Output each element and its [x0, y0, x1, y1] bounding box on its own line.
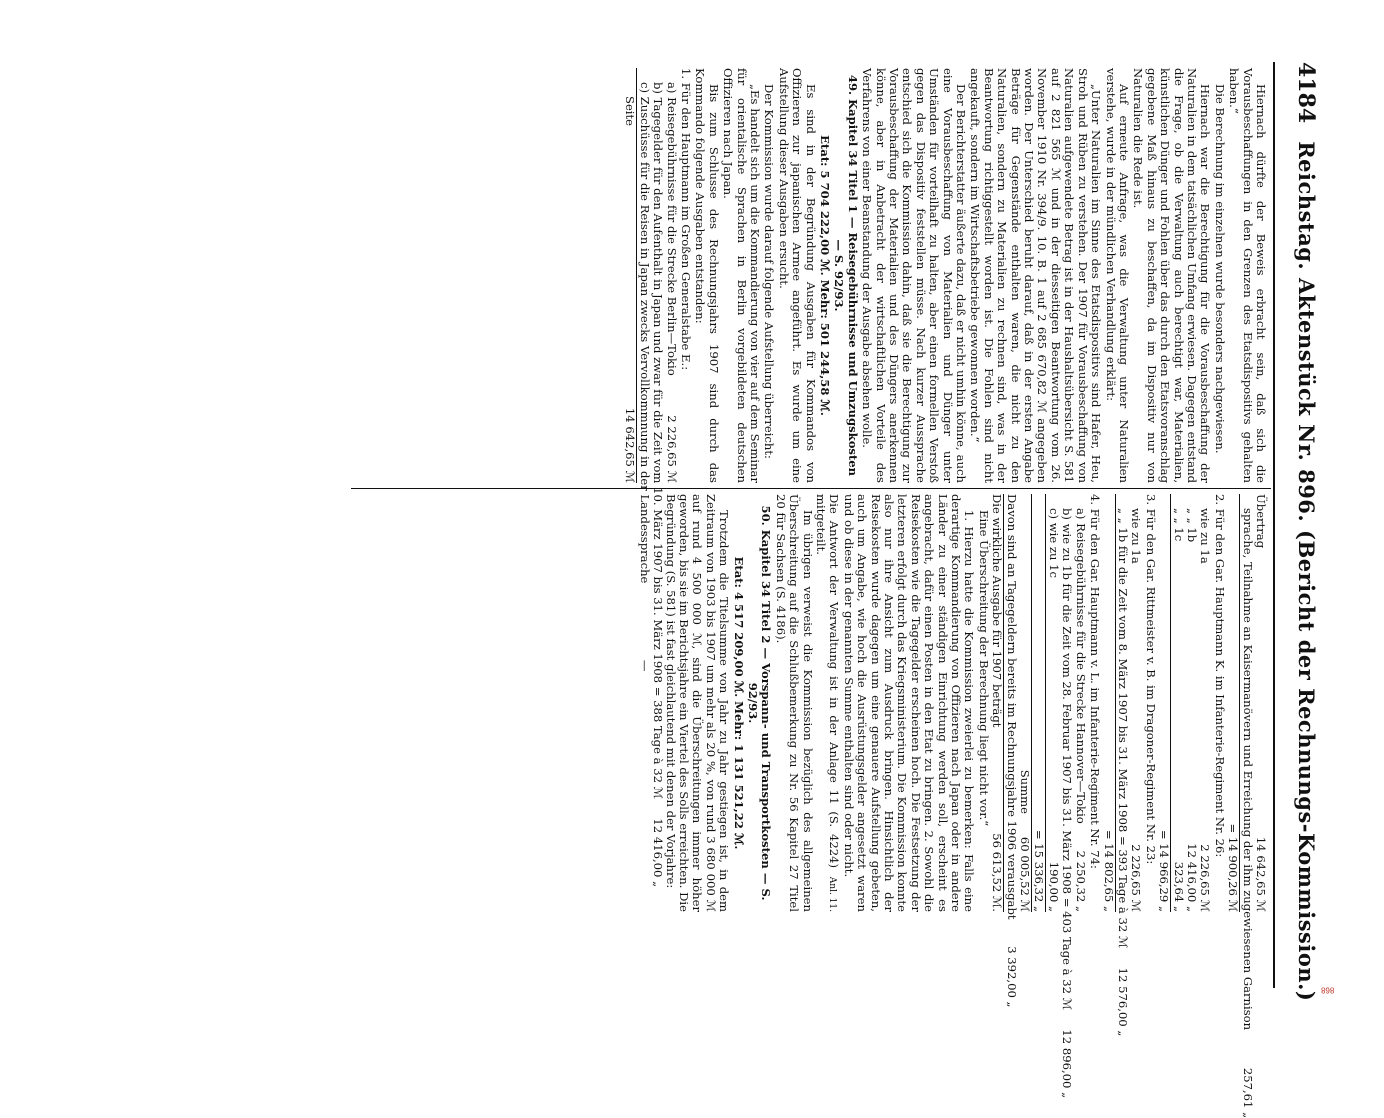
header-rule — [1273, 62, 1275, 988]
paragraph: Auf erneute Anfrage, was die Verwaltung unter Naturalien verstehe, wurde in der mündlichen Verhandlung erklärt: — [1103, 68, 1131, 483]
item-label: a) Reisegebührnisse für die Strecke Hannover—Tokio — [1073, 508, 1088, 824]
item-amount: 2 226,65 ℳ — [1198, 844, 1213, 912]
column-divider — [351, 488, 1271, 489]
section-50-title: 50. Kapitel 34 Titel 2 — Vorspann- und Transportkosten — S. 92/93. — [745, 505, 774, 901]
item-label: sprache, Teilnahme an Kaisermanövern und Erreichung der ihm zugewiesenen Garnison — [1240, 508, 1255, 1031]
item-2-title: 2. Für den Gar. Hauptmann K. im Infanterie-Regiment Nr. 26: — [1212, 494, 1227, 858]
item-1a — [664, 68, 677, 483]
item-3a — [1129, 494, 1142, 912]
section-50-etat: Etat: 4 517 209,00 ℳ. Mehr: 1 131 521,22 ℳ. — [731, 556, 746, 850]
item-amount: 257,61 „ — [1240, 1067, 1255, 1118]
scan-tag: 868 — [1321, 985, 1335, 994]
item-4c — [1047, 494, 1060, 912]
item-4a — [1073, 494, 1086, 912]
paragraph: Die Antwort der Verwaltung ist in der Anlage 11 (S. 4224) mitgeteilt. — [814, 494, 842, 868]
item-label: „ „ 1b für die Zeit vom 8. März 1907 bis 31. März 1908 = 393 Tage à 32 ℳ — [1115, 508, 1130, 949]
paragraph: 1. Hierzu hatte die Kommission zweierlei zu bemerken: Falls eine derartige Kommandierung von Offizieren nach Japan oder in andere Länder zu einer ständigen Einrichtung werden soll, erscheint es angebracht, dafür einen Posten in den Etat zu bringen. 2. Sowohl die Reisekosten wie die Tagegelder erscheinen hoch. Die Festsetzung der letzteren erfolgt durch das Kriegsministerium. Die Kommission konnte also nur ihre Ansicht zum Ausdruck bringen. Hinsichtlich der Reisekosten wurde dagegen um eine genauere Aufstellung gebeten, auch um Angabe, wie hoch die Ausrüstungsgelder angesetzt waren und ob diese in der genannten Summe enthalten sind oder nicht. — [841, 494, 977, 912]
summe-row — [1018, 494, 1032, 912]
item-3-total — [1101, 494, 1115, 912]
item-label: a) Reisegebührnisse für die Strecke Berlin—Tokio — [664, 82, 679, 376]
wirklich-amount: 56 613,52 ℳ. — [990, 833, 1005, 912]
item-label: wie zu 1a — [1129, 508, 1144, 564]
item-amount: 190,00 „ — [1046, 861, 1061, 912]
item-3-title: 3. Für den Gar. Rittmeister v. B. im Dragoner-Regiment Nr. 23: — [1143, 494, 1158, 865]
total-amount: = 14 900,26 ℳ — [1226, 823, 1241, 912]
item-label: c) wie zu 1c — [1046, 508, 1061, 579]
total-amount: = 15 336,32 „ — [1032, 829, 1047, 912]
item-1-title: 1. Für den Hauptmann im Großen Generalstabe E.: — [678, 68, 693, 371]
item-1d — [1240, 494, 1255, 1118]
right-column — [662, 494, 1268, 1118]
seite-amount: 14 642,65 ℳ — [623, 407, 638, 483]
item-2b — [1185, 494, 1198, 912]
wirklich-label: Die wirkliche Ausgabe für 1907 beträgt — [990, 494, 1005, 728]
item-amount: 2 226,65 ℳ — [1129, 844, 1144, 912]
paragraph: Die Berechnung im einzelnen wurde besonders nachgewiesen. — [1212, 84, 1227, 454]
paragraph: Hiernach dürfte der Beweis erbracht sein, daß sich die Vorausbeschaffungen in den Grenzen des Etatsdispositivs gehalten haben.“ — [1227, 68, 1268, 483]
item-label: b) wie zu 1b für die Zeit vom 28. Februar 1907 bis 31. März 1908 = 403 Tage à 32 ℳ — [1060, 508, 1075, 1011]
paragraph: Im übrigen verweist die Kommission bezüglich des allgemeinen Überschreitung auf die Schlußbemerkung zu Nr. 56 Kapitel 27 Titel 20 für Sachsen (S. 4186). — [773, 494, 815, 912]
item-1-total — [1226, 494, 1240, 912]
page-header — [1275, 62, 1319, 1002]
paragraph: Hiernach war die Berechtigung für die Vorausbeschaffung der Naturalien in dem tatsächlichen Umfang erwiesen. Dagegen entstand die Frage, ob die Verwaltung auch berechtigt war, Materialien, künstlichen Dünger und Fohlen über das durch den Etatsvoranschlag gegebene Maß hinaus zu beschaffen, da im Dispositiv nur von Naturalien die Rede ist. — [1131, 68, 1213, 483]
uebertrag-row — [1254, 494, 1267, 912]
item-label: „ „ 1c — [1171, 508, 1186, 542]
paragraph: Es sind in der Begründung Ausgaben für Kommandos von Offizieren zur japanischen Armee angeführt. Es wurde um eine Aufstellung dieser Ausgaben ersucht. — [776, 68, 818, 483]
davon-amount: 3 392,00 „ — [1004, 946, 1019, 1008]
item-2c — [1171, 494, 1184, 912]
item-amount: 12 896,00 „ — [1060, 1029, 1075, 1099]
item-label: b) Tagegelder für den Aufenthalt in Japan und zwar für die Zeit vom 10. März 1907 bis 31. März 1908 = 388 Tage à 32 ℳ — [651, 82, 666, 800]
anlage-row — [814, 494, 841, 912]
item-label: wie zu 1a — [1198, 508, 1213, 564]
item-4-total — [1032, 494, 1046, 912]
item-3b — [1115, 494, 1130, 1037]
davon-label: Davon sind an Tagegeldern bereits im Rechnungsjahre 1906 verausgabt — [1004, 494, 1019, 920]
paragraph: Trotzdem die Titelsumme von Jahr zu Jahr gestiegen ist, in dem Zeitraum von 1903 bis 1907 um mehr als 20 %, von rund 3 680 000 ℳ auf rund 4 500 000 ℳ, sind die Überschreitungen immer höher geworden, bis sie im Berichtsjahre ein Viertel des Solls erreichten. Die Begründung (S. 581) ist fast gleichlautend mit denen der Vorjahre: — [663, 494, 732, 912]
paragraph: Eine Überschreitung der Berechnung liegt nicht vor.“ — [976, 510, 991, 827]
item-amount: 12 576,00 „ — [1115, 967, 1130, 1037]
page-title: Reichstag. Aktenstück Nr. 896. (Bericht der Rechnungs-Kommission.) — [1294, 141, 1319, 1002]
item-2-total — [1157, 494, 1171, 912]
item-1b — [651, 68, 666, 888]
section-49-title: 49. Kapitel 34 Titel 1 — Reisegebührnisse und Umzugskosten — S. 92/93. — [832, 74, 860, 477]
item-amount: 2 250,32 „ — [1073, 850, 1088, 912]
item-1c — [637, 68, 652, 672]
section-49-etat: Etat: 5 704 222,00 ℳ. Mehr: 501 244,58 ℳ. — [818, 135, 832, 416]
page-number: 4184 — [1293, 62, 1319, 124]
item-4b — [1060, 494, 1075, 1099]
wirklich-row — [990, 494, 1004, 912]
total-amount: = 14 802,65 „ — [1101, 829, 1116, 912]
item-amount: 323,64 „ — [1171, 861, 1186, 912]
item-label: „ „ 1b — [1184, 508, 1199, 543]
item-amount: 2 226,65 ℳ — [664, 415, 679, 483]
seite-label: Seite — [623, 96, 638, 127]
seite-row — [623, 68, 637, 483]
summe-amount: 60 005,52 ℳ — [1018, 836, 1033, 912]
item-label: c) Zuschüsse für die Reisen in Japan zwecks Vervollkommnung in der Landessprache — [637, 82, 652, 584]
item-amount: 12 416,00 „ — [1184, 843, 1199, 912]
paragraph: Der Kommission wurde darauf folgende Aufstellung überreicht: — [762, 84, 777, 459]
quotation: „Es handelt sich um die Kommandierung von vier auf dem Seminar für orientalische Sprachen in Berlin vorgebildeten deutschen Offizieren nach Japan. — [721, 68, 762, 483]
item-amount: 12 416,00 „ — [651, 818, 666, 888]
paragraph: Bis zum Schlusse des Rechnungsjahrs 1907 sind durch das Kommando folgende Ausgaben entstanden: — [693, 68, 721, 483]
total-amount: = 14 966,29 „ — [1157, 829, 1172, 912]
uebertrag-label: Übertrag — [1254, 494, 1268, 549]
item-amount: — — [637, 659, 652, 672]
item-4-title: 4. Für den Gar. Hauptmann v. L. im Infanterie-Regiment Nr. 74: — [1088, 494, 1103, 869]
summe-label: Summe — [1018, 769, 1033, 814]
margin-note: Anl. 11. — [827, 876, 838, 912]
davon-row — [1004, 494, 1019, 1008]
paragraph: Der Berichterstatter äußerte dazu, daß er nicht umhin könne, auch eine Vorausbeschaffung von Materialien und Dünger unter Umständen für vorteilhaft zu halten, aber einen formellen Verstoß gegen das Dispositiv feststellen müsse. Nach kurzer Aussprache entschied sich die Kommission dahin, daß sie die Berechtigung zur Vorausbeschaffung der Materialien und des Düngers anerkennen könne, aber in Anbetracht der wirtschaftlichen Vorteile des Verfahrens von einer Beanstandung der Ausgabe absehen wolle. — [860, 68, 969, 483]
quotation: „Unter Naturalien im Sinne des Etatsdispositivs sind Hafer, Heu, Stroh und Rüben zu verstehen. Der 1907 für Vorausbeschaffung von Naturalien aufgewendete Betrag ist in der Haushaltsübersicht S. 581 auf 2 821 565 ℳ und in der diesseitigen Beantwortung vom 26. November 1910 Nr. 394/9. 10. B. 1 auf 2 685 670,82 ℳ angegeben worden. Der Unterschied beruht darauf, daß in der ersten Angabe Beträge für Gegenstände enthalten waren, die nicht zu den Naturalien, sondern zu Materialien zu rechnen sind, was in der Beantwortung richtiggestellt worden ist. Die Fohlen sind nicht angekauft, sondern im Wirtschaftsbetriebe gewonnen worden.“ — [968, 68, 1104, 483]
uebertrag-amount: 14 642,65 ℳ — [1254, 836, 1268, 912]
item-2a — [1198, 494, 1211, 912]
